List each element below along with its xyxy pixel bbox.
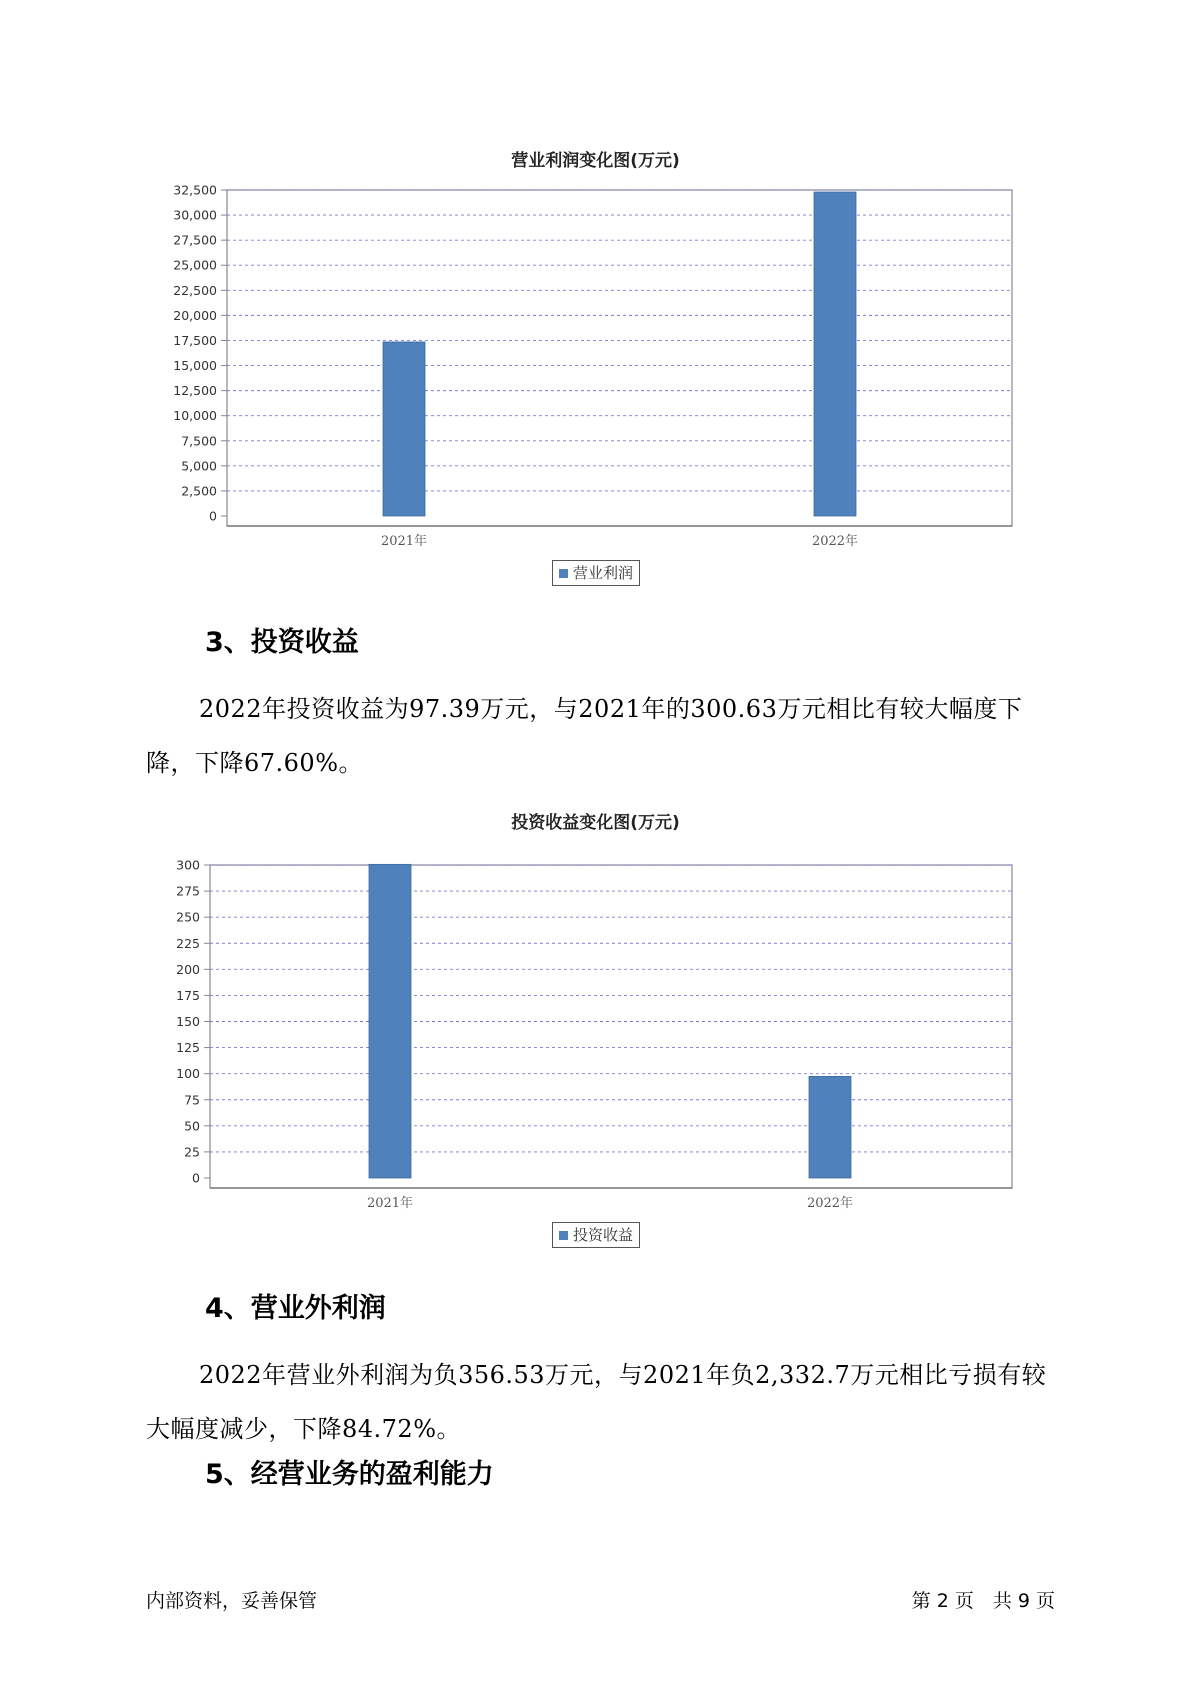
y-tick-label: 12,500 [173,383,217,399]
y-tick-label: 7,500 [181,433,217,449]
bar-1 [369,864,411,1178]
y-tick-label: 0 [192,1170,200,1186]
y-tick-label: 175 [176,987,200,1003]
y-tick-label: 2,500 [181,483,217,499]
chart2-legend [552,1222,640,1248]
y-tick-label: 200 [176,961,200,977]
bar-1 [383,342,425,516]
y-tick-label: 5,000 [181,458,217,474]
y-tick-label: 125 [176,1040,200,1056]
chart1-legend-label: 营业利润 [573,564,634,582]
bar-2 [809,1076,851,1178]
y-tick-label: 27,500 [173,232,217,248]
y-tick-label: 0 [209,508,217,524]
chart1-legend [552,560,640,586]
x-tick-label: 2022年 [811,534,859,549]
legend-swatch-icon [559,1231,568,1240]
section-5-heading: 5、经营业务的盈利能力 [205,1459,494,1490]
y-tick-label: 32,500 [173,182,217,198]
chart1-title: 营业利润变化图(万元) [511,151,680,171]
y-tick-label: 15,000 [173,358,217,374]
y-tick-label: 17,500 [173,332,217,348]
y-tick-label: 20,000 [173,307,217,323]
chart2-investment-income [0,842,1191,1222]
section-3-paragraph: 2022年投资收益为97.39万元，与2021年的300.63万元相比有较大幅度下降，下降67.60%。 [146,695,1023,777]
footer-page-number: 第 2 页 共 9 页 [911,1590,1055,1612]
x-tick-label: 2022年 [806,1196,854,1211]
y-tick-label: 100 [176,1066,200,1082]
chart1-operating-profit [0,180,1191,560]
x-tick-label: 2021年 [366,1196,414,1211]
y-tick-label: 10,000 [173,408,217,424]
y-tick-label: 25,000 [173,257,217,273]
chart2-title: 投资收益变化图(万元) [511,813,680,833]
plot-area [210,865,1012,1188]
y-tick-label: 22,500 [173,282,217,298]
chart2-legend-label: 投资收益 [573,1226,634,1244]
x-tick-label: 2021年 [380,534,428,549]
section-3-heading: 3、投资收益 [205,627,359,658]
y-tick-label: 250 [176,909,200,925]
y-tick-label: 225 [176,935,200,951]
y-tick-label: 25 [184,1144,200,1160]
y-tick-label: 75 [184,1092,200,1108]
y-tick-label: 275 [176,883,200,899]
y-tick-label: 50 [184,1118,200,1134]
legend-swatch-icon [559,569,568,578]
y-tick-label: 30,000 [173,207,217,223]
section-4-heading: 4、营业外利润 [205,1293,386,1324]
y-tick-label: 150 [176,1014,200,1029]
footer-confidential-note: 内部资料，妥善保管 [146,1590,318,1612]
y-tick-label: 300 [176,857,200,873]
section-4-paragraph: 2022年营业外利润为负356.53万元，与2021年负2,332.7万元相比亏损有较大幅度减少，下降84.72%。 [146,1361,1047,1443]
bar-2 [814,192,856,516]
